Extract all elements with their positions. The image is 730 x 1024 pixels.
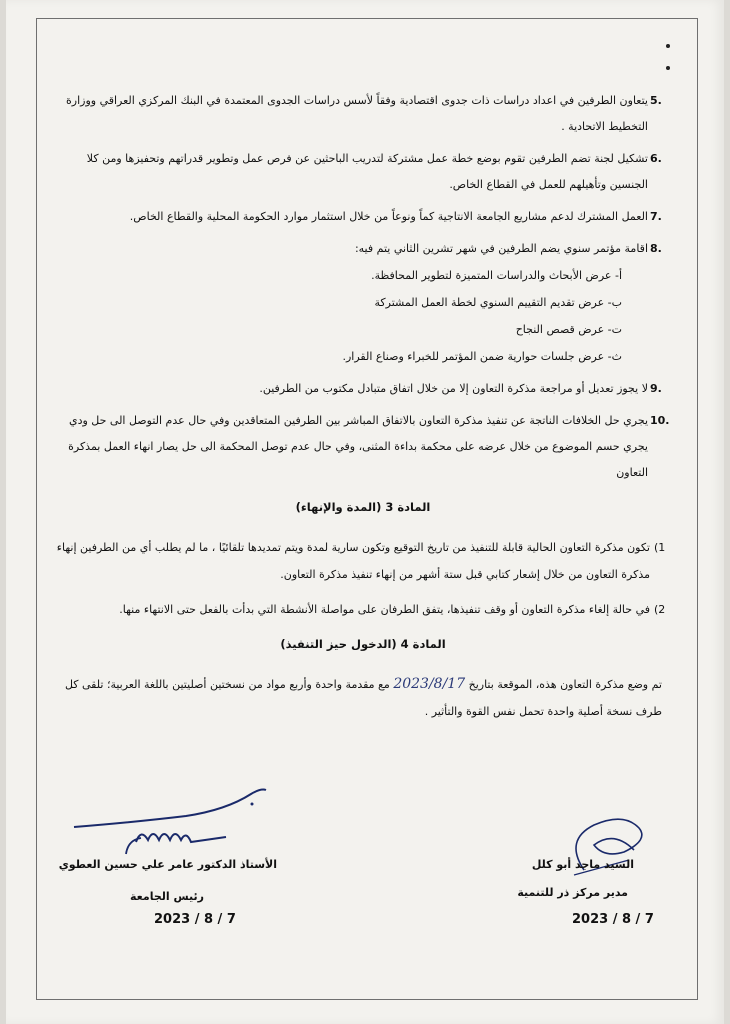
clause-number: 7. [650,210,662,223]
clause-7 [48,204,678,230]
president-title: رئيس الجامعة [130,890,204,903]
handwritten-date: 2023/8/17 [393,676,466,692]
article-3-para-1 [48,534,678,588]
para-text: تكون مذكرة التعاون الحالية قابلة للتنفيذ من تاريخ التوقيع وتكون سارية لمدة ويتم تمديدها تلقائيًا ، ما لم يطلب أي من الطرفين إنهاء مذكرة التعاون من خلال إشعار كتابي قبل ستة أشهر من إنهاء تنفيذ مذكرة التعاون. [56,541,650,581]
clause-text: تشكيل لجنة تضم الطرفين تقوم بوضع خطة عمل مشتركة لتدريب الباحثين عن فرص عمل وتطوير قدراتهم وتحفيزها ومن كلا الجنسين وتأهيلهم للعمل في القطاع الخاص. [86,152,648,191]
president-name: الأستاذ الدكتور عامر علي حسين العطوي [58,858,277,871]
margin-dot [666,44,670,48]
clause-9 [48,376,678,402]
subitem: ث- عرض جلسات حوارية ضمن المؤتمر للخبراء وصناع القرار. [342,350,622,363]
article-4-heading: المادة 4 (الدخول حيز التنفيذ) [280,637,446,651]
closing-text-before: تم وضع مذكرة التعاون هذه، الموقعة بتاريخ [468,678,662,691]
subitem: ب- عرض تقديم التقييم السنوي لخطة العمل المشتركة [374,296,622,309]
para-number: (1 [654,541,666,554]
director-title: مدير مركز ذر للتنمية [517,886,628,899]
subitem: ت- عرض قصص النجاح [515,323,622,336]
clause-number: 10. [650,414,670,427]
clause-6 [48,146,678,198]
clause-text: يجري حل الخلافات الناتجة عن تنفيذ مذكرة التعاون بالاتفاق المباشر بين الطرفين المتعاقدين وفي حال عدم التوصل الى حل ودي يجري حسم الموضوع من خلال عرضه على محكمة بداءة المثنى، وفي حال عدم توصل المحكمة الى حل يصار انهاء العمل بمذكرة التعاون [68,414,648,479]
director-signature [554,800,664,890]
director-name: السيد ماجد أبو كلل [531,858,634,871]
document-body [48,88,678,725]
clause-number: 6. [650,152,662,165]
article-3-heading: المادة 3 (المدة والإنهاء) [295,500,431,514]
clause-number: 9. [650,382,662,395]
clause-text: اقامة مؤتمر سنوي يضم الطرفين في شهر تشرين الثاني يتم فيه: [354,242,648,255]
para-text: في حالة إلغاء مذكرة التعاون أو وقف تنفيذها، يتفق الطرفان على مواصلة الأنشطة التي بدأت بالفعل حتى الانتهاء منها. [119,603,650,616]
margin-dot [666,66,670,70]
clause-text: لا يجوز تعديل أو مراجعة مذكرة التعاون إلا من خلال اتفاق متبادل مكتوب من الطرفين. [259,382,648,395]
closing-text-after: مع مقدمة واحدة وأربع مواد من نسختين أصليتين باللغة العربية؛ تلقى كل طرف نسخة أصلية واحدة تحمل نفس القوة والتأثير . [64,678,662,718]
clause-8 [48,236,678,262]
article-3-para-2 [48,596,678,623]
article-4-text [48,671,678,725]
clause-number: 8. [650,242,662,255]
para-number: (2 [654,603,666,616]
clause-text: العمل المشترك لدعم مشاريع الجامعة الانتاجية كماً ونوعاً من خلال استثمار موارد الحكومة المحلية والقطاع الخاص. [129,210,648,223]
clause-text: يتعاون الطرفين في اعداد دراسات ذات جدوى اقتصادية وفقاً لأسس دراسات الجدوى المعتمدة في البنك المركزي العراقي ووزارة التخطيط الاتحادية . [66,94,648,133]
clause-5 [48,88,678,140]
clause-number: 5. [650,94,662,107]
document-page [6,0,724,1024]
clause-10 [48,408,678,486]
president-date: 2023 / 8 / 7 [154,912,236,927]
subitem: أ- عرض الأبحاث والدراسات المتميزة لتطوير المحافظة. [371,269,622,282]
director-date: 2023 / 8 / 7 [572,912,654,927]
